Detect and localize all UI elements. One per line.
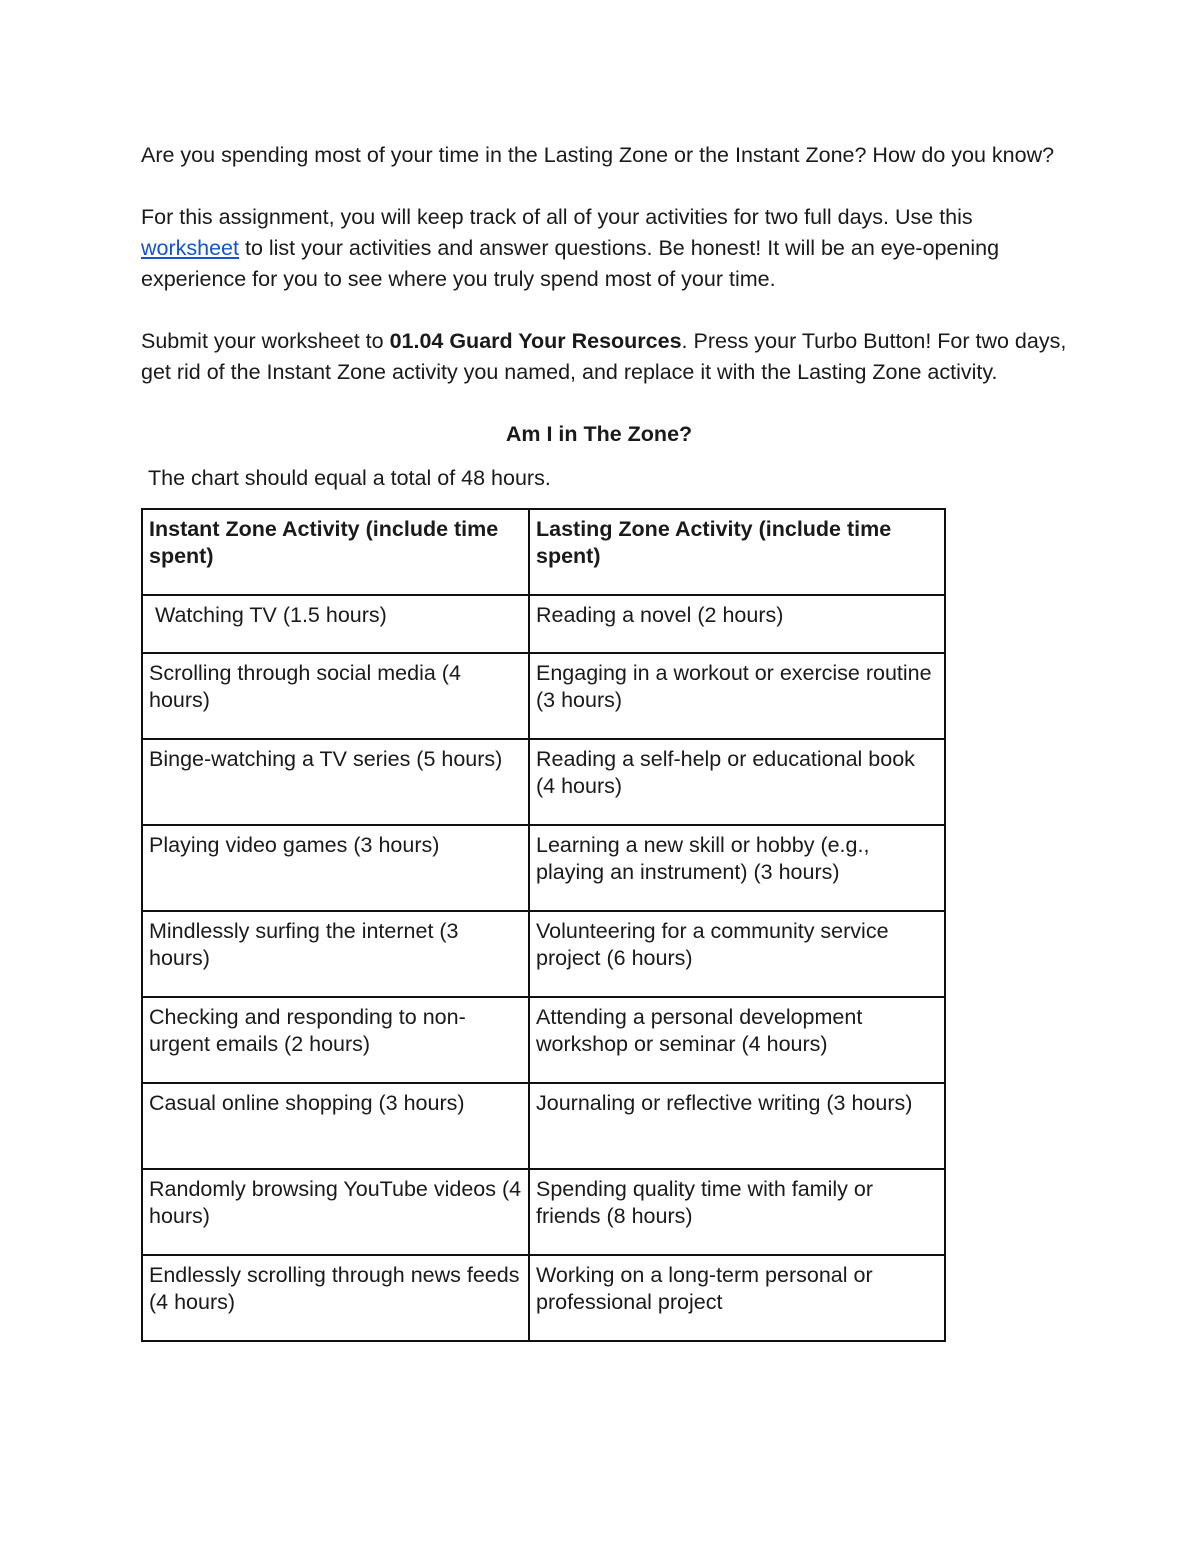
worksheet-link[interactable]: worksheet bbox=[141, 236, 239, 260]
lasting-activity-cell: Spending quality time with family or friends (8 hours) bbox=[529, 1169, 945, 1255]
table-row bbox=[142, 653, 945, 739]
instant-activity-cell: Watching TV (1.5 hours) bbox=[142, 595, 529, 653]
instant-activity-cell: Randomly browsing YouTube videos (4 hours) bbox=[142, 1169, 529, 1255]
lasting-activity-cell: Reading a self-help or educational book (4 hours) bbox=[529, 739, 945, 825]
table-row bbox=[142, 825, 945, 911]
lasting-activity-cell: Reading a novel (2 hours) bbox=[529, 595, 945, 653]
table-row bbox=[142, 997, 945, 1083]
submit-paragraph bbox=[141, 326, 1071, 388]
lasting-activity-cell: Attending a personal development workshop or seminar (4 hours) bbox=[529, 997, 945, 1083]
instant-activity-cell: Binge-watching a TV series (5 hours) bbox=[142, 739, 529, 825]
assignment-text-end: to list your activities and answer questions. Be honest! It will be an eye-opening experience for you to see where you truly spend most of your time. bbox=[141, 236, 1000, 291]
table-row bbox=[142, 739, 945, 825]
table-row bbox=[142, 1255, 945, 1341]
lasting-activity-cell: Working on a long-term personal or professional project bbox=[529, 1255, 945, 1341]
table-header-row bbox=[142, 509, 945, 595]
lasting-activity-cell: Journaling or reflective writing (3 hours) bbox=[529, 1083, 945, 1169]
submit-text-end: . Press your Turbo Button! For two days, get rid of the Instant Zone activity you named, and replace it with the Lasting Zone activity. bbox=[141, 329, 1067, 384]
intro-question bbox=[141, 140, 1071, 171]
instant-activity-cell: Scrolling through social media (4 hours) bbox=[142, 653, 529, 739]
table-row bbox=[142, 911, 945, 997]
lasting-zone-header: Lasting Zone Activity (include time spent) bbox=[529, 509, 945, 595]
instant-activity-cell: Checking and responding to non-urgent emails (2 hours) bbox=[142, 997, 529, 1083]
intro-question-text: Are you spending most of your time in the Lasting Zone or the Instant Zone? How do you know? bbox=[141, 143, 1055, 167]
lasting-activity-cell: Volunteering for a community service project (6 hours) bbox=[529, 911, 945, 997]
instant-activity-cell: Endlessly scrolling through news feeds (4 hours) bbox=[142, 1255, 529, 1341]
assignment-paragraph bbox=[141, 202, 1071, 295]
chart-note: The chart should equal a total of 48 hours. bbox=[148, 466, 551, 490]
table-row bbox=[142, 1083, 945, 1169]
worksheet-title: Am I in The Zone? bbox=[505, 422, 693, 446]
instant-activity-cell: Mindlessly surfing the internet (3 hours) bbox=[142, 911, 529, 997]
assignment-name: 01.04 Guard Your Resources bbox=[389, 329, 682, 353]
instant-activity-cell: Playing video games (3 hours) bbox=[142, 825, 529, 911]
table-row bbox=[142, 595, 945, 653]
instant-zone-header: Instant Zone Activity (include time spent) bbox=[142, 509, 529, 595]
zone-activity-table bbox=[141, 508, 946, 1342]
instant-activity-cell: Casual online shopping (3 hours) bbox=[142, 1083, 529, 1169]
assignment-text-start: For this assignment, you will keep track of all of your activities for two full days. Use this bbox=[141, 205, 973, 229]
lasting-activity-cell: Engaging in a workout or exercise routine (3 hours) bbox=[529, 653, 945, 739]
table-row bbox=[142, 1169, 945, 1255]
submit-text-start: Submit your worksheet to bbox=[141, 329, 390, 353]
lasting-activity-cell: Learning a new skill or hobby (e.g., playing an instrument) (3 hours) bbox=[529, 825, 945, 911]
document-page bbox=[141, 140, 1071, 1342]
